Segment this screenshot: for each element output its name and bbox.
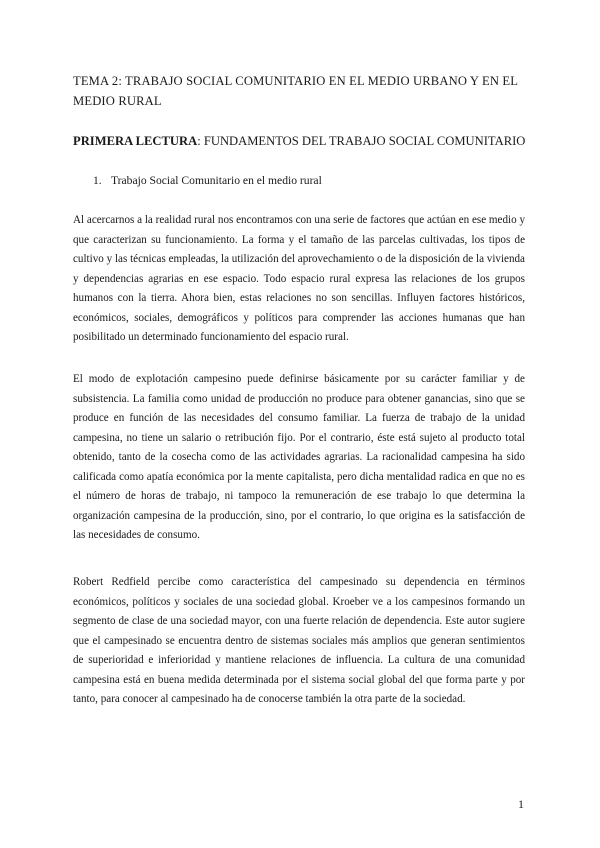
paragraph-3: Robert Redfield percibe como característica del campesinado su dependencia en términos económicos, políticos y sociales de una sociedad global. Kroeber ve a los campesinos formando un segmento de clase de una sociedad mayor, con una fuerte relación de dependencia. Este autor sugiere que el campesinado se encuentra dentro de sistemas sociales más amplios que generan sentimientos de superioridad e inferioridad y mantiene relaciones de influencia. La cultura de una comunidad campesina está en buena medida determinada por el sistema social global del que forma parte y por tanto, para conocer al campesinado ha de conocerse también la otra parte de la sociedad. xyxy=(73,576,525,705)
page-number: 1 xyxy=(518,797,524,811)
section-title: Trabajo Social Comunitario en el medio rural xyxy=(111,174,322,187)
reading-heading xyxy=(73,132,533,150)
reading-label: PRIMERA LECTURA xyxy=(73,134,198,148)
paragraph-1: Al acercarnos a la realidad rural nos encontramos con una serie de factores que actúan en ese medio y que caracterizan su funcionamiento. La forma y el tamaño de las parcelas cultivadas, los tipos de cultivo y las técnicas empleadas, la utilización del aprovechamiento o de la disposición de la vivienda y dependencias agrarias en ese espacio. Todo espacio rural expresa las relaciones de los grupos humanos con la tierra. Ahora bien, estas relaciones no son sencillas. Influyen factores históricos, económicos, sociales, demográficos y políticos para comprender las acciones humanas que han posibilitado un determinado funcionamiento del espacio rural. xyxy=(73,214,525,343)
section-number: 1. xyxy=(93,174,102,187)
section-heading xyxy=(93,173,533,189)
reading-title: : FUNDAMENTOS DEL TRABAJO SOCIAL COMUNITARIO xyxy=(197,134,526,148)
document-title: TEMA 2: TRABAJO SOCIAL COMUNITARIO EN EL MEDIO URBANO Y EN EL MEDIO RURAL xyxy=(73,74,518,108)
paragraph-2: El modo de explotación campesino puede definirse básicamente por su carácter familiar y de subsistencia. La familia como unidad de producción no produce para obtener ganancias, sino que se produce en función de las necesidades del consumo familiar. La fuerza de trabajo de la unidad campesina, no tiene un salario o retribución fijo. Por el contrario, éste está sujeto al producto total obtenido, tanto de la cosecha como de las actividades agrarias. La racionalidad campesina ha sido calificada como apatía económica por la mente capitalista, pero dicha mentalidad radica en que no es el número de horas de trabajo, ni tampoco la remuneración de ese trabajo lo que determina la organización campesina de la producción, sino, por el contrario, lo que origina es la satisfacción de las necesidades de consumo. xyxy=(73,373,525,541)
